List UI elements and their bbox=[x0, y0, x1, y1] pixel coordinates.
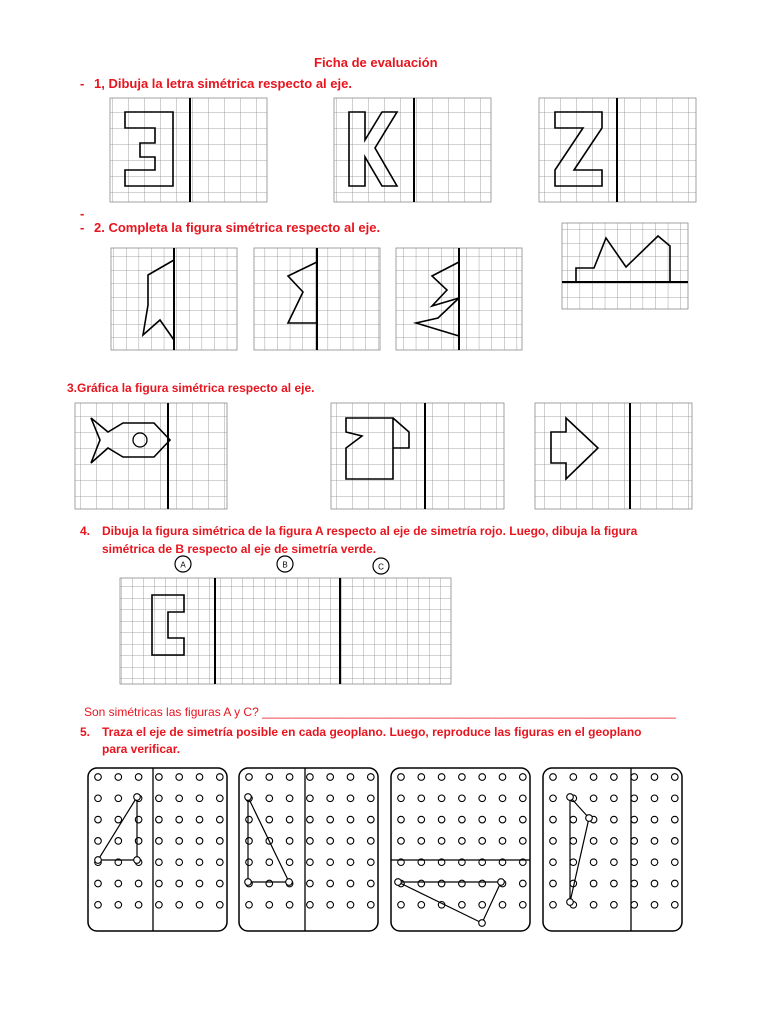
peg bbox=[95, 857, 102, 864]
peg bbox=[286, 774, 293, 781]
peg bbox=[499, 838, 506, 845]
peg bbox=[266, 859, 273, 866]
peg bbox=[438, 774, 445, 781]
peg bbox=[217, 880, 224, 887]
peg bbox=[459, 795, 466, 802]
peg bbox=[398, 795, 405, 802]
peg bbox=[368, 795, 375, 802]
geoboard-4[interactable] bbox=[543, 768, 682, 931]
question-4-line2: simétrica de B respecto al eje de simetría verde. bbox=[102, 542, 377, 556]
peg bbox=[550, 902, 557, 909]
peg bbox=[479, 795, 486, 802]
peg bbox=[196, 859, 203, 866]
peg bbox=[418, 774, 425, 781]
peg bbox=[520, 774, 527, 781]
peg bbox=[418, 795, 425, 802]
peg bbox=[651, 880, 658, 887]
peg bbox=[550, 838, 557, 845]
question-5-number: 5. bbox=[80, 725, 91, 739]
bullet-dash: - bbox=[80, 76, 85, 91]
geoboard-2[interactable] bbox=[239, 768, 378, 931]
q2-grid-1[interactable] bbox=[111, 248, 237, 350]
peg bbox=[520, 902, 527, 909]
peg bbox=[95, 902, 102, 909]
peg bbox=[586, 815, 593, 822]
geoboard-1[interactable] bbox=[88, 768, 227, 931]
peg bbox=[156, 838, 163, 845]
peg bbox=[479, 816, 486, 823]
peg bbox=[611, 774, 618, 781]
peg bbox=[672, 902, 679, 909]
label-c: C bbox=[378, 562, 384, 572]
peg bbox=[368, 880, 375, 887]
peg bbox=[611, 902, 618, 909]
peg bbox=[286, 816, 293, 823]
peg bbox=[651, 774, 658, 781]
peg bbox=[196, 902, 203, 909]
bullet-dash: - bbox=[80, 206, 85, 221]
peg bbox=[347, 774, 354, 781]
peg bbox=[611, 880, 618, 887]
peg bbox=[134, 857, 141, 864]
peg bbox=[196, 774, 203, 781]
question-2: 2. Completa la figura simétrica respecto al eje. bbox=[94, 220, 381, 235]
q1-grid-3[interactable] bbox=[539, 98, 696, 202]
peg bbox=[307, 816, 314, 823]
peg bbox=[95, 880, 102, 887]
peg bbox=[217, 816, 224, 823]
peg bbox=[246, 838, 253, 845]
peg bbox=[327, 816, 334, 823]
peg bbox=[135, 774, 142, 781]
peg bbox=[459, 838, 466, 845]
peg bbox=[115, 774, 122, 781]
peg bbox=[196, 816, 203, 823]
bullet-dash: - bbox=[80, 220, 85, 235]
peg bbox=[217, 902, 224, 909]
peg bbox=[286, 902, 293, 909]
peg bbox=[398, 838, 405, 845]
peg bbox=[286, 838, 293, 845]
geoboard-3[interactable] bbox=[391, 768, 530, 931]
peg bbox=[156, 859, 163, 866]
peg bbox=[115, 880, 122, 887]
peg bbox=[611, 838, 618, 845]
peg bbox=[550, 859, 557, 866]
peg bbox=[286, 859, 293, 866]
peg bbox=[135, 902, 142, 909]
peg bbox=[479, 838, 486, 845]
peg bbox=[176, 795, 183, 802]
q1-grid-1[interactable] bbox=[110, 98, 267, 202]
peg bbox=[631, 902, 638, 909]
peg bbox=[156, 795, 163, 802]
peg bbox=[438, 795, 445, 802]
label-b: B bbox=[282, 560, 288, 570]
peg bbox=[307, 774, 314, 781]
peg bbox=[196, 880, 203, 887]
peg bbox=[631, 795, 638, 802]
peg bbox=[134, 794, 141, 801]
q1-grid-2[interactable] bbox=[334, 98, 491, 202]
peg bbox=[672, 774, 679, 781]
peg bbox=[176, 902, 183, 909]
peg bbox=[479, 774, 486, 781]
peg bbox=[368, 774, 375, 781]
peg bbox=[307, 902, 314, 909]
peg bbox=[590, 795, 597, 802]
peg bbox=[570, 859, 577, 866]
peg bbox=[499, 795, 506, 802]
peg bbox=[459, 880, 466, 887]
peg bbox=[672, 816, 679, 823]
peg bbox=[327, 880, 334, 887]
peg bbox=[307, 795, 314, 802]
peg bbox=[368, 838, 375, 845]
peg bbox=[327, 859, 334, 866]
question-ac: Son simétricas las figuras A y C? ______________________________________________________________ bbox=[84, 705, 676, 719]
q3-grid-1[interactable] bbox=[75, 403, 227, 509]
peg bbox=[459, 816, 466, 823]
peg bbox=[327, 795, 334, 802]
question-3: 3.Gráfica la figura simétrica respecto al eje. bbox=[67, 381, 315, 395]
peg bbox=[246, 774, 253, 781]
peg bbox=[590, 774, 597, 781]
peg bbox=[479, 902, 486, 909]
peg bbox=[651, 795, 658, 802]
peg bbox=[651, 838, 658, 845]
peg bbox=[459, 902, 466, 909]
peg bbox=[176, 816, 183, 823]
peg bbox=[398, 774, 405, 781]
peg bbox=[135, 838, 142, 845]
peg bbox=[286, 879, 293, 886]
peg bbox=[418, 838, 425, 845]
peg bbox=[459, 774, 466, 781]
peg bbox=[135, 816, 142, 823]
question-5-line1: Traza el eje de simetría posible en cada geoplano. Luego, reproduce las figuras en el geoplano bbox=[102, 725, 642, 739]
peg bbox=[266, 880, 273, 887]
peg bbox=[347, 816, 354, 823]
peg bbox=[327, 902, 334, 909]
peg bbox=[347, 859, 354, 866]
peg bbox=[631, 774, 638, 781]
peg bbox=[95, 774, 102, 781]
peg bbox=[95, 838, 102, 845]
peg bbox=[672, 880, 679, 887]
peg bbox=[499, 902, 506, 909]
peg bbox=[266, 795, 273, 802]
peg bbox=[590, 902, 597, 909]
peg bbox=[176, 774, 183, 781]
peg bbox=[217, 838, 224, 845]
peg bbox=[418, 880, 425, 887]
peg bbox=[631, 838, 638, 845]
q4-grid[interactable] bbox=[120, 556, 451, 684]
peg bbox=[347, 880, 354, 887]
peg bbox=[246, 816, 253, 823]
peg bbox=[438, 880, 445, 887]
q2-grid-4[interactable] bbox=[562, 223, 688, 309]
peg bbox=[418, 816, 425, 823]
question-5-line2: para verificar. bbox=[102, 742, 181, 756]
peg bbox=[631, 816, 638, 823]
peg bbox=[499, 774, 506, 781]
peg bbox=[286, 795, 293, 802]
question-1: 1, Dibuja la letra simétrica respecto al eje. bbox=[94, 76, 352, 91]
rubber-band-figure bbox=[98, 797, 137, 860]
peg bbox=[115, 838, 122, 845]
peg bbox=[196, 795, 203, 802]
peg bbox=[418, 902, 425, 909]
peg bbox=[176, 880, 183, 887]
peg bbox=[499, 816, 506, 823]
peg bbox=[570, 816, 577, 823]
peg bbox=[398, 816, 405, 823]
peg bbox=[590, 880, 597, 887]
peg bbox=[115, 816, 122, 823]
peg bbox=[672, 795, 679, 802]
peg bbox=[631, 880, 638, 887]
rubber-band-figure bbox=[398, 882, 501, 923]
peg bbox=[368, 816, 375, 823]
peg bbox=[567, 899, 574, 906]
peg bbox=[479, 880, 486, 887]
peg bbox=[611, 859, 618, 866]
peg bbox=[246, 902, 253, 909]
peg bbox=[567, 794, 574, 801]
peg bbox=[176, 838, 183, 845]
label-a: A bbox=[180, 560, 186, 570]
peg bbox=[570, 774, 577, 781]
peg bbox=[550, 816, 557, 823]
peg bbox=[520, 816, 527, 823]
q2-grid-3[interactable] bbox=[396, 248, 522, 350]
rubber-band-figure bbox=[248, 797, 289, 882]
peg bbox=[266, 902, 273, 909]
peg bbox=[347, 902, 354, 909]
peg bbox=[368, 902, 375, 909]
peg bbox=[95, 795, 102, 802]
peg bbox=[398, 902, 405, 909]
peg bbox=[156, 816, 163, 823]
peg bbox=[651, 859, 658, 866]
peg bbox=[651, 816, 658, 823]
question-4-line1: Dibuja la figura simétrica de la figura A respecto al eje de simetría rojo. Luego, dibuja la figura bbox=[102, 524, 638, 538]
peg bbox=[156, 880, 163, 887]
peg bbox=[95, 816, 102, 823]
peg bbox=[479, 920, 486, 927]
peg bbox=[590, 838, 597, 845]
peg bbox=[307, 838, 314, 845]
peg bbox=[550, 795, 557, 802]
q2-grid-2[interactable] bbox=[254, 248, 380, 350]
peg bbox=[135, 880, 142, 887]
peg bbox=[327, 838, 334, 845]
peg bbox=[115, 902, 122, 909]
peg bbox=[672, 859, 679, 866]
peg bbox=[217, 795, 224, 802]
peg bbox=[611, 816, 618, 823]
q3-grid-2[interactable] bbox=[331, 403, 504, 509]
peg bbox=[520, 795, 527, 802]
peg bbox=[327, 774, 334, 781]
peg bbox=[266, 774, 273, 781]
peg bbox=[651, 902, 658, 909]
peg bbox=[115, 795, 122, 802]
peg bbox=[347, 795, 354, 802]
question-4-number: 4. bbox=[80, 524, 91, 538]
peg bbox=[217, 774, 224, 781]
peg bbox=[520, 880, 527, 887]
peg bbox=[520, 838, 527, 845]
peg bbox=[156, 774, 163, 781]
peg bbox=[395, 879, 402, 886]
peg bbox=[307, 859, 314, 866]
peg bbox=[196, 838, 203, 845]
peg bbox=[498, 879, 505, 886]
peg bbox=[438, 816, 445, 823]
peg bbox=[550, 774, 557, 781]
peg bbox=[246, 859, 253, 866]
peg bbox=[245, 794, 252, 801]
peg bbox=[672, 838, 679, 845]
peg bbox=[550, 880, 557, 887]
page-title: Ficha de evaluación bbox=[314, 55, 438, 70]
peg bbox=[590, 859, 597, 866]
peg bbox=[266, 816, 273, 823]
q3-grid-3[interactable] bbox=[535, 403, 692, 509]
peg bbox=[156, 902, 163, 909]
peg bbox=[611, 795, 618, 802]
peg bbox=[368, 859, 375, 866]
peg bbox=[307, 880, 314, 887]
peg bbox=[347, 838, 354, 845]
peg bbox=[245, 879, 252, 886]
peg bbox=[438, 838, 445, 845]
peg bbox=[631, 859, 638, 866]
peg bbox=[176, 859, 183, 866]
peg bbox=[570, 838, 577, 845]
peg bbox=[217, 859, 224, 866]
